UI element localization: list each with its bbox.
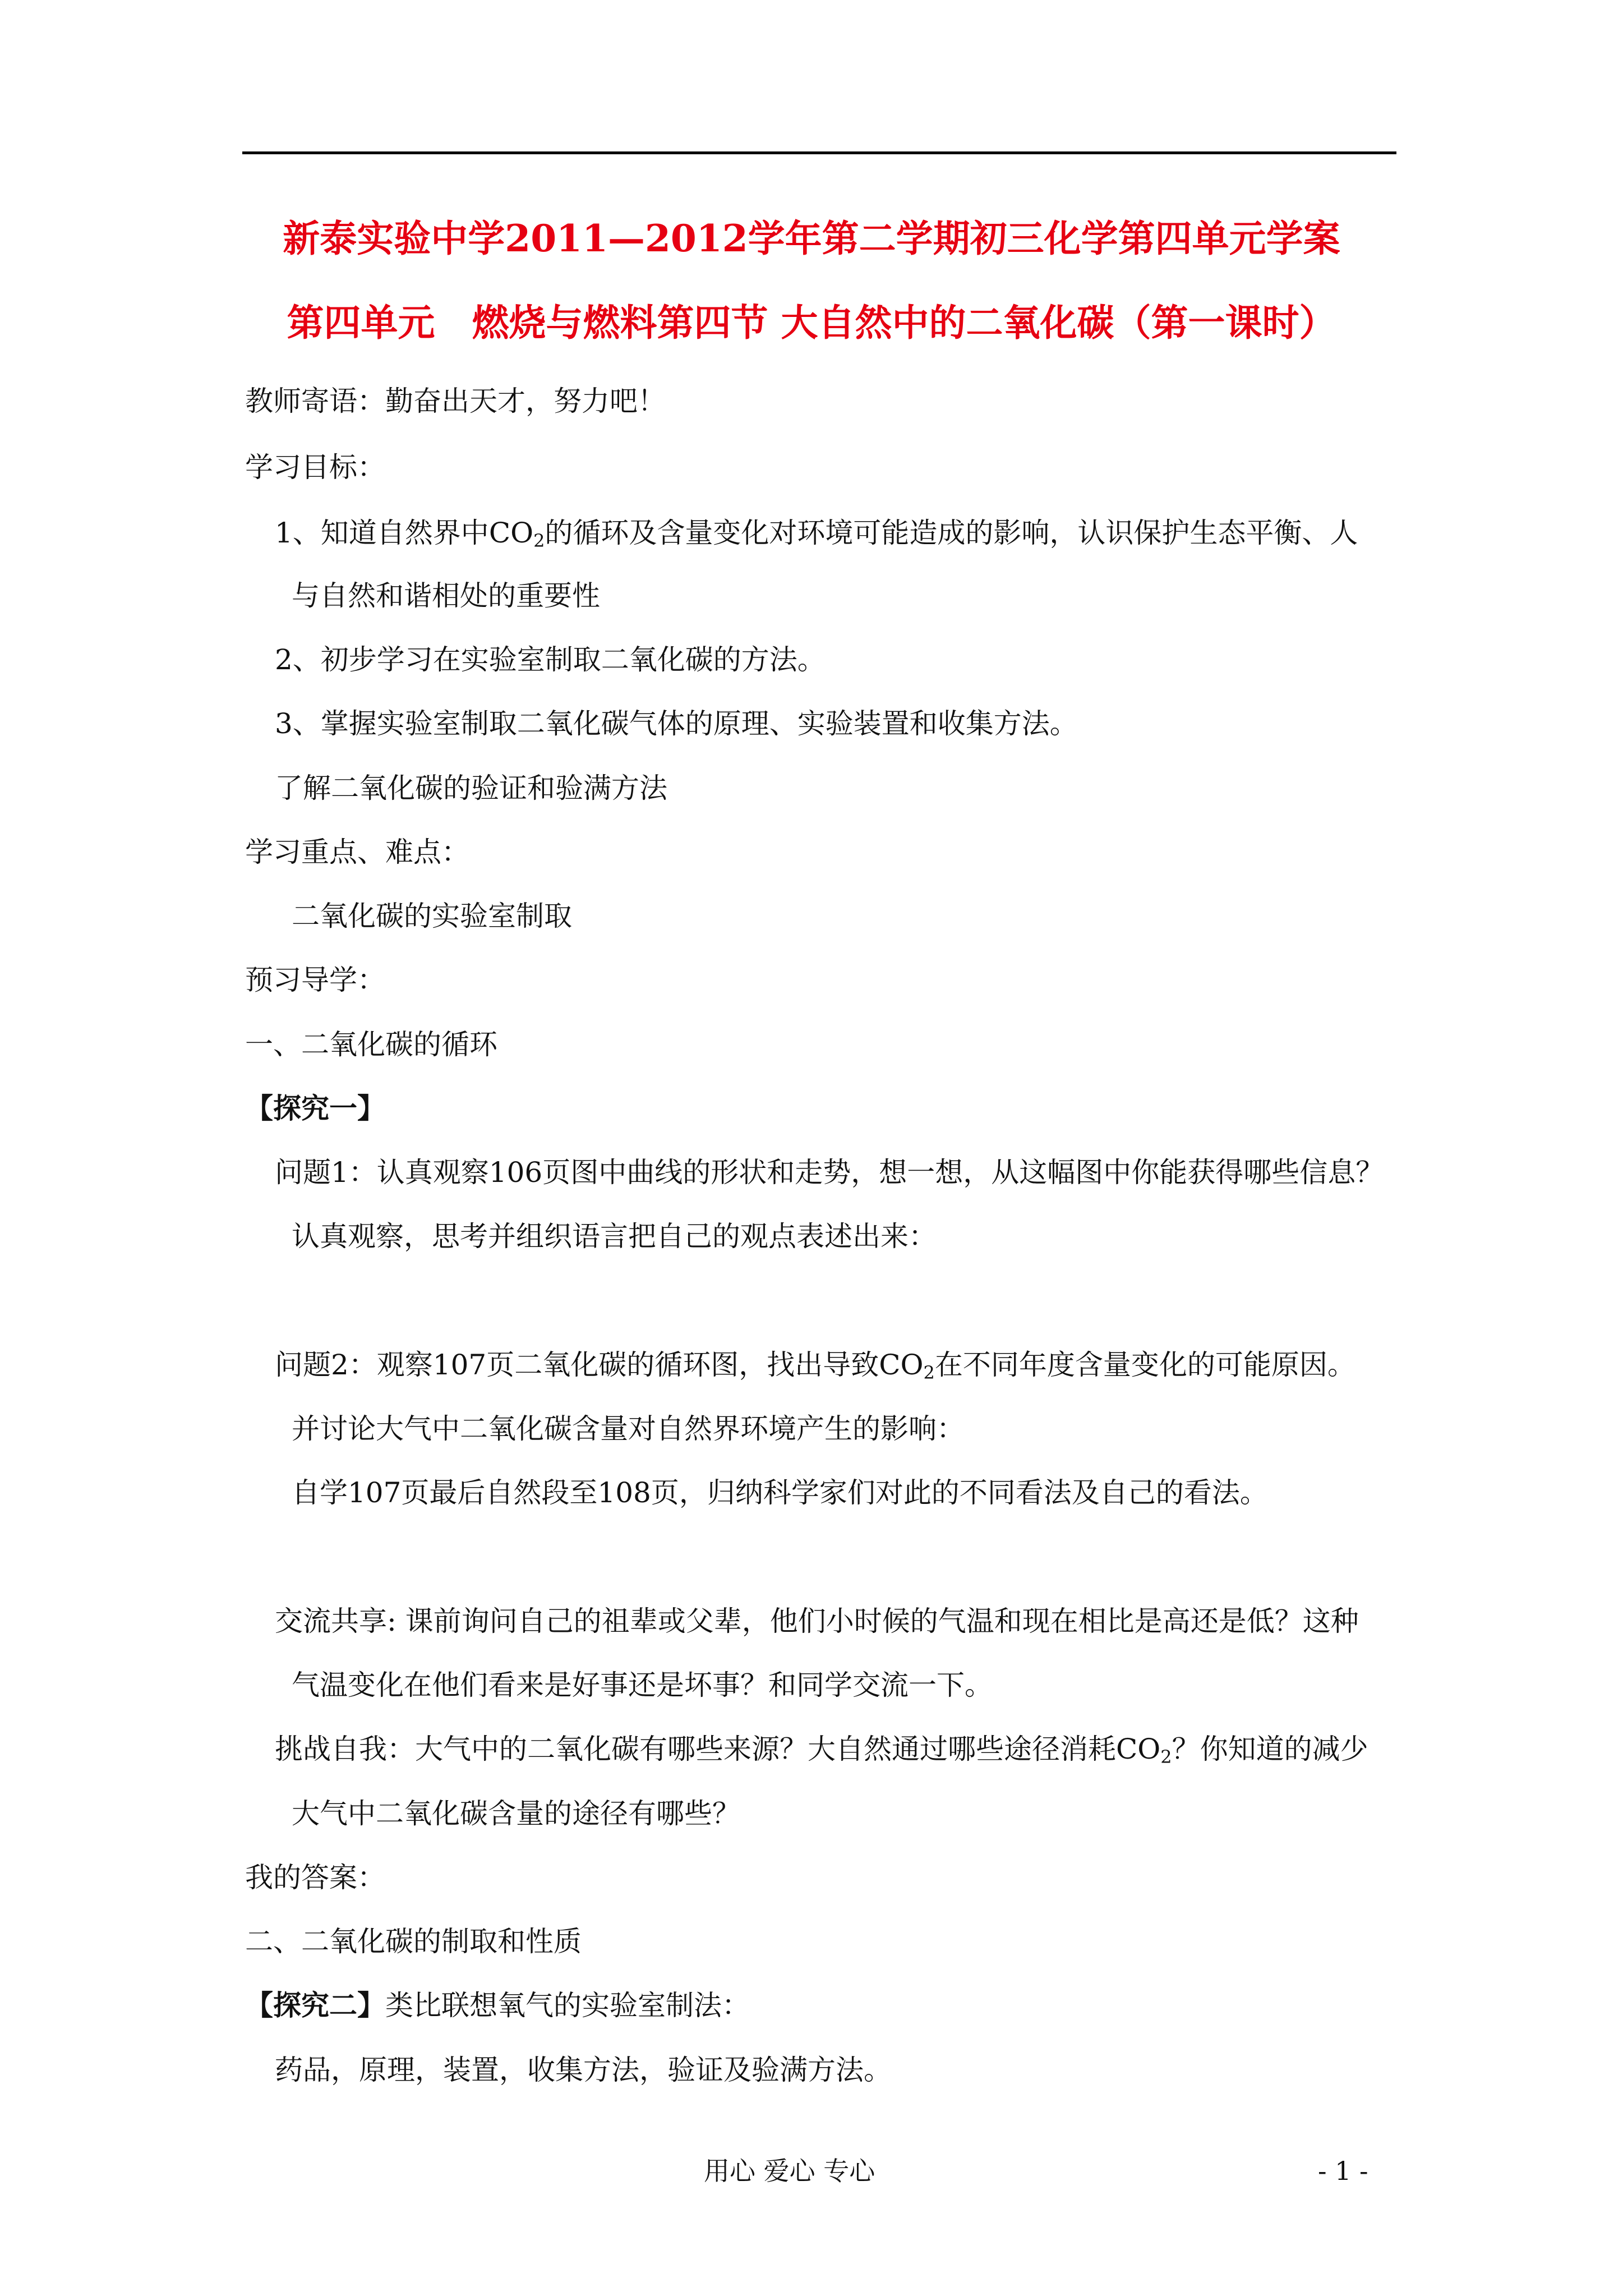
challenge-text-a: 挑战自我：大气中的二氧化碳有哪些来源？大自然通过哪些途径消耗 bbox=[275, 1733, 1116, 1765]
objectives-heading: 学习目标： bbox=[245, 451, 385, 484]
objective-1 bbox=[275, 513, 1358, 553]
objective-1-text-b: 的循环及含量变化对环境可能造成的影响，认识保护生态平衡、人 bbox=[545, 517, 1358, 549]
objective-1-text-a: 1、知道自然界中 bbox=[275, 517, 489, 549]
lesson-title: 第四单元 燃烧与燃料第四节 大自然中的二氧化碳（第一课时） bbox=[287, 301, 1336, 344]
question-2-text-a: 问题2：观察107页二氧化碳的循环图，找出导致 bbox=[275, 1349, 879, 1381]
share-paragraph-continued: 气温变化在他们看来是好事还是坏事？和同学交流一下。 bbox=[292, 1669, 993, 1701]
explore-2-label: 【探究二】 bbox=[245, 1989, 385, 2022]
key-points-heading: 学习重点、难点： bbox=[245, 836, 469, 868]
section-2-heading: 二、二氧化碳的制取和性质 bbox=[245, 1925, 582, 1958]
objective-1-continued: 与自然和谐相处的重要性 bbox=[292, 579, 600, 612]
objective-4: 了解二氧化碳的验证和验满方法 bbox=[275, 772, 667, 804]
section-1-heading: 一、二氧化碳的循环 bbox=[245, 1028, 497, 1061]
question-1-note: 认真观察，思考并组织语言把自己的观点表述出来： bbox=[292, 1220, 937, 1253]
preview-heading: 预习导学： bbox=[245, 964, 385, 996]
my-answer-label: 我的答案： bbox=[245, 1861, 385, 1894]
footer-motto: 用心 爱心 专心 bbox=[704, 2156, 875, 2186]
challenge-paragraph-continued: 大气中二氧化碳含量的途径有哪些？ bbox=[292, 1797, 740, 1830]
objective-2: 2、初步学习在实验室制取二氧化碳的方法。 bbox=[275, 643, 826, 676]
challenge-paragraph bbox=[275, 1729, 1368, 1769]
header-rule bbox=[242, 151, 1396, 154]
explore-1-heading: 【探究一】 bbox=[245, 1092, 385, 1125]
document-title: 新泰实验中学2011—2012学年第二学期初三化学第四单元学案 bbox=[283, 217, 1340, 260]
explore-2 bbox=[245, 1986, 750, 2025]
page-number: - 1 - bbox=[1318, 2156, 1368, 2186]
teacher-message: 教师寄语：勤奋出天才，努力吧！ bbox=[245, 385, 666, 417]
question-2 bbox=[275, 1345, 1355, 1384]
explore-2-text: 类比联想氧气的实验室制法： bbox=[385, 1989, 750, 2022]
key-points-text: 二氧化碳的实验室制取 bbox=[292, 900, 572, 932]
challenge-text-b: ？你知道的减少 bbox=[1172, 1733, 1368, 1765]
question-1: 问题1：认真观察106页图中曲线的形状和走势，想一想，从这幅图中你能获得哪些信息？ bbox=[275, 1156, 1384, 1189]
co2-formula: $CO_2$ bbox=[1116, 1733, 1172, 1768]
question-2-text-b: 在不同年度含量变化的可能原因。 bbox=[934, 1349, 1355, 1381]
share-paragraph: 交流共享: 课前询问自己的祖辈或父辈，他们小时候的气温和现在相比是高还是低？这种 bbox=[275, 1605, 1359, 1637]
question-2-note: 并讨论大气中二氧化碳含量对自然界环境产生的影响： bbox=[292, 1412, 965, 1445]
co2-formula: $CO_2$ bbox=[488, 517, 545, 551]
self-study: 自学107页最后自然段至108页，归纳科学家们对此的不同看法及自己的看法。 bbox=[292, 1476, 1268, 1509]
co2-formula: $CO_2$ bbox=[879, 1349, 935, 1383]
explore-2-items: 药品，原理，装置，收集方法，验证及验满方法。 bbox=[275, 2054, 892, 2086]
objective-3: 3、掌握实验室制取二氧化碳气体的原理、实验装置和收集方法。 bbox=[275, 707, 1078, 740]
